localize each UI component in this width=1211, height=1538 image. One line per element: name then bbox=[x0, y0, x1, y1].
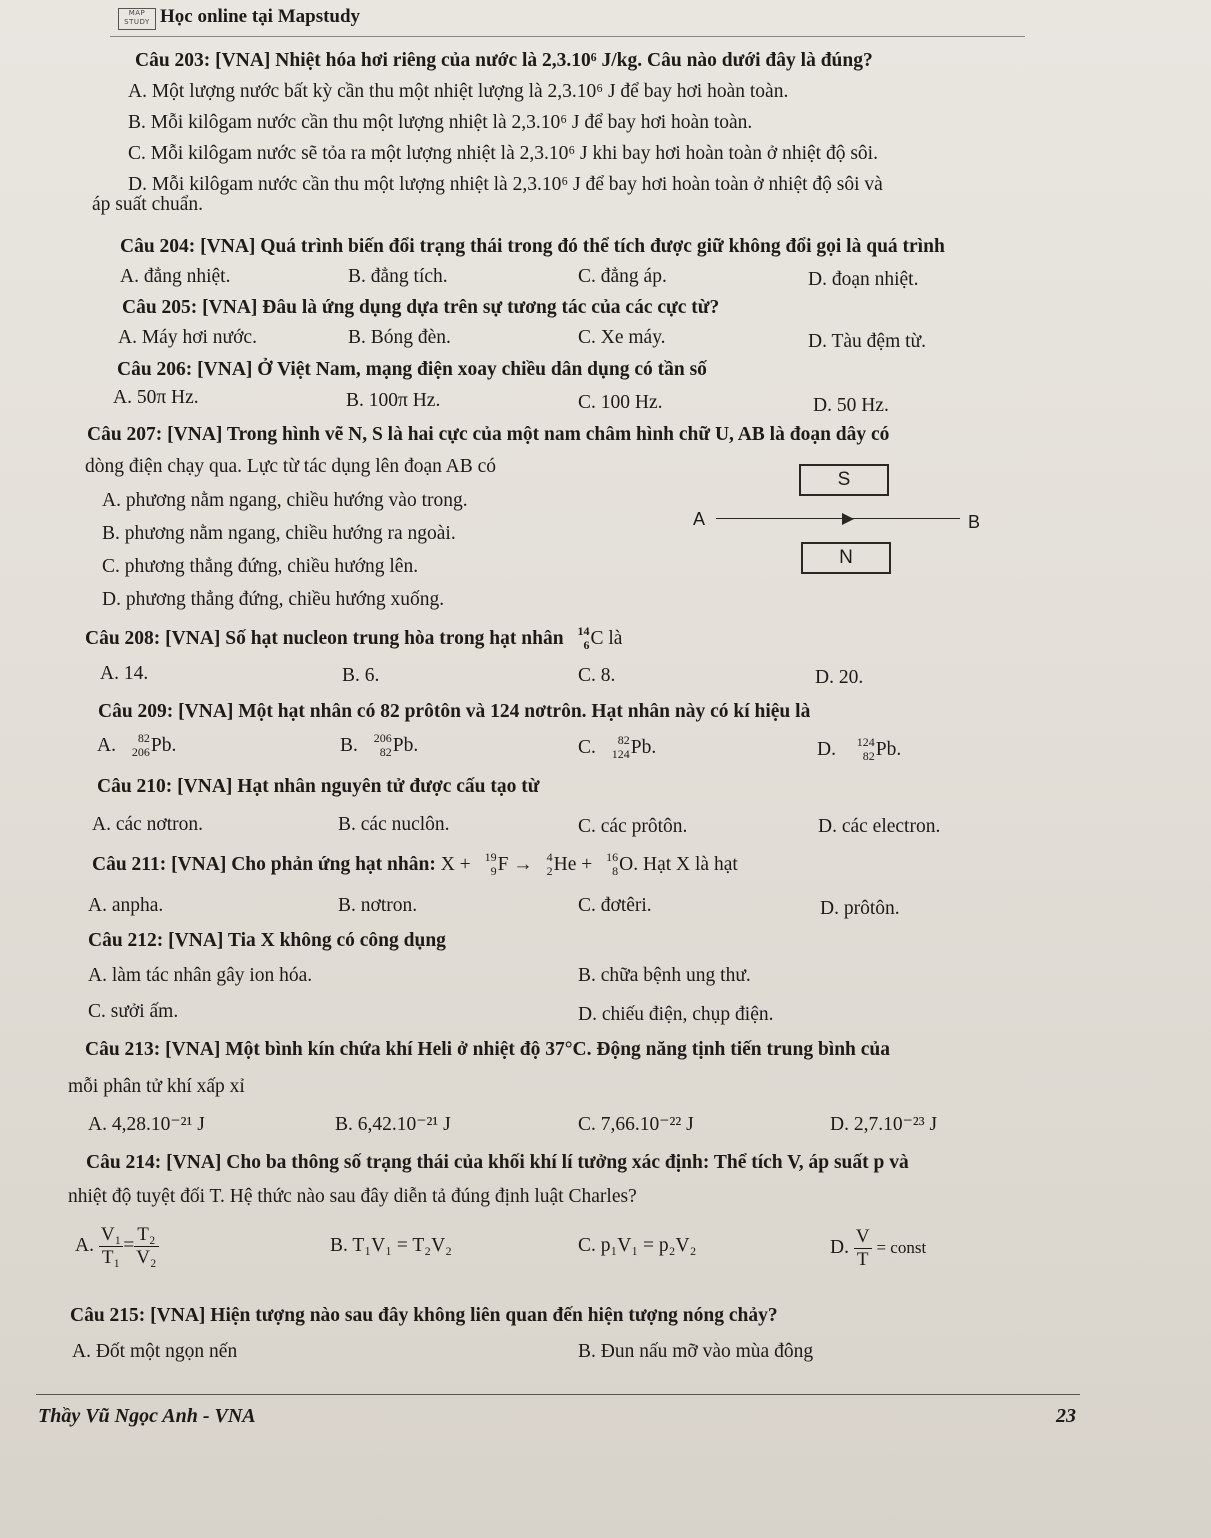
q210-stem: Câu 210: [VNA] Hạt nhân nguyên tử được cấu tạo từ bbox=[97, 776, 540, 797]
q213-stem-cont: mỗi phân tử khí xấp xỉ bbox=[68, 1076, 245, 1097]
q209-stem: Câu 209: [VNA] Một hạt nhân có 82 prôtôn và 124 nơtrôn. Hạt nhân này có kí hiệu là bbox=[98, 701, 811, 722]
q209-option-b: B. 206 82 Pb. bbox=[340, 730, 419, 759]
q205-stem: Câu 205: [VNA] Đâu là ứng dụng dựa trên sự tương tác của các cực từ? bbox=[122, 297, 720, 318]
q205-option-a: A. Máy hơi nước. bbox=[118, 327, 257, 348]
q214-option-d: D. $\frac{V}{T}$ = const bbox=[830, 1226, 927, 1271]
q208-stem: Câu 208: [VNA] Số hạt nucleon trung hòa trong hạt nhân 14 6 C là bbox=[85, 623, 623, 652]
q210-option-a: A. các nơtron. bbox=[92, 814, 204, 835]
q209-option-a: A. 82 206 Pb. bbox=[97, 730, 177, 759]
q212-option-b: B. chữa bệnh ung thư. bbox=[578, 965, 751, 986]
q215-option-a: A. Đốt một ngọn nến bbox=[72, 1341, 238, 1362]
q214-option-b: B. T₁V₁ = T₂V₂ bbox=[330, 1235, 452, 1256]
q211-option-b: B. nơtron. bbox=[338, 895, 418, 916]
current-arrow-icon bbox=[842, 513, 854, 525]
q203-option-d: D. Mỗi kilôgam nước cần thu một lượng nhiệt là 2,3.10⁶ J để bay hơi hoàn toàn ở nhiệt độ sôi và bbox=[128, 174, 883, 195]
q208-option-b: B. 6. bbox=[342, 665, 380, 686]
q206-option-b: B. 100π Hz. bbox=[346, 390, 441, 411]
q203-option-b: B. Mỗi kilôgam nước cần thu một lượng nhiệt là 2,3.10⁶ J để bay hơi hoàn toàn. bbox=[128, 112, 753, 133]
q213-option-c: C. 7,66.10⁻²² J bbox=[578, 1114, 694, 1135]
q211-stem: Câu 211: [VNA] Cho phản ứng hạt nhân: X + 19 9 F → 4 2 He + 16 8 O. Hạt X là hạt bbox=[92, 849, 738, 878]
q206-stem: Câu 206: [VNA] Ở Việt Nam, mạng điện xoay chiều dân dụng có tần số bbox=[117, 359, 707, 380]
q204-option-d: D. đoạn nhiệt. bbox=[808, 269, 919, 290]
q208-option-d: D. 20. bbox=[815, 667, 864, 688]
q211-option-c: C. đơtêri. bbox=[578, 895, 652, 916]
q207-option-a: A. phương nằm ngang, chiều hướng vào trong. bbox=[102, 490, 468, 511]
q214-option-a: A. $\frac{\text{V₁}}{\text{T₁}}$ = $\frac{\text{T₂}}{\text{V₂}}$ bbox=[75, 1224, 157, 1269]
footer-divider bbox=[36, 1394, 1080, 1395]
q214-option-c: C. p₁V₁ = p₂V₂ bbox=[578, 1235, 697, 1256]
q207-option-d: D. phương thẳng đứng, chiều hướng xuống. bbox=[102, 589, 445, 610]
q208-option-c: C. 8. bbox=[578, 665, 616, 686]
wire-end-a: A bbox=[693, 509, 706, 529]
q211-option-a: A. anpha. bbox=[88, 895, 164, 916]
q203-option-d-cont: áp suất chuẩn. bbox=[92, 194, 204, 215]
q215-option-b: B. Đun nấu mỡ vào mùa đông bbox=[578, 1341, 814, 1362]
q212-option-d: D. chiếu điện, chụp điện. bbox=[578, 1004, 774, 1025]
q212-stem: Câu 212: [VNA] Tia X không có công dụng bbox=[88, 930, 446, 951]
q205-option-b: B. Bóng đèn. bbox=[348, 327, 451, 348]
mapstudy-logo: MAP STUDY bbox=[118, 8, 156, 30]
page-header bbox=[110, 6, 1025, 37]
q205-option-d: D. Tàu đệm từ. bbox=[808, 331, 926, 352]
q210-option-d: D. các electron. bbox=[818, 816, 941, 837]
q212-option-c: C. sưởi ấm. bbox=[88, 1001, 179, 1022]
current-wire bbox=[716, 518, 960, 519]
q215-stem: Câu 215: [VNA] Hiện tượng nào sau đây không liên quan đến hiện tượng nóng chảy? bbox=[70, 1305, 778, 1326]
q208-option-a: A. 14. bbox=[100, 663, 149, 684]
magnet-pole-n: N bbox=[801, 542, 891, 574]
q203-option-c: C. Mỗi kilôgam nước sẽ tỏa ra một lượng nhiệt là 2,3.10⁶ J khi bay hơi hoàn toàn ở nhiệt độ sôi. bbox=[128, 143, 878, 164]
q207-option-b: B. phương nằm ngang, chiều hướng ra ngoài. bbox=[102, 523, 456, 544]
q207-option-c: C. phương thẳng đứng, chiều hướng lên. bbox=[102, 556, 419, 577]
header-title: Học online tại Mapstudy bbox=[160, 6, 361, 27]
q206-option-d: D. 50 Hz. bbox=[813, 395, 889, 416]
q212-option-a: A. làm tác nhân gây ion hóa. bbox=[88, 965, 313, 986]
q213-stem: Câu 213: [VNA] Một bình kín chứa khí Heli ở nhiệt độ 37°C. Động năng tịnh tiến trung bình của bbox=[85, 1039, 891, 1060]
q211-option-d: D. prôtôn. bbox=[820, 898, 900, 919]
q206-option-c: C. 100 Hz. bbox=[578, 392, 663, 413]
q207-stem: Câu 207: [VNA] Trong hình vẽ N, S là hai cực của một nam châm hình chữ U, AB là đoạn dây có bbox=[87, 424, 890, 445]
q203-stem: Câu 203: [VNA] Nhiệt hóa hơi riêng của nước là 2,3.10⁶ J/kg. Câu nào dưới đây là đúng? bbox=[135, 50, 873, 71]
q213-option-a: A. 4,28.10⁻²¹ J bbox=[88, 1114, 205, 1135]
q210-option-c: C. các prôtôn. bbox=[578, 816, 688, 837]
q207-stem-cont: dòng điện chạy qua. Lực từ tác dụng lên đoạn AB có bbox=[85, 456, 497, 477]
nuclide-c14: 14 6 bbox=[577, 623, 590, 652]
wire-end-b: B bbox=[968, 512, 981, 532]
q209-option-d: D. 124 82 Pb. bbox=[817, 734, 902, 763]
q210-option-b: B. các nuclôn. bbox=[338, 814, 450, 835]
q214-stem: Câu 214: [VNA] Cho ba thông số trạng thái của khối khí lí tưởng xác định: Thể tích V, áp suất p và bbox=[86, 1152, 909, 1173]
q205-option-c: C. Xe máy. bbox=[578, 327, 666, 348]
q206-option-a: A. 50π Hz. bbox=[113, 387, 199, 408]
q209-option-c: C. 82 124 Pb. bbox=[578, 732, 657, 761]
magnet-pole-s: S bbox=[799, 464, 889, 496]
q204-option-b: B. đẳng tích. bbox=[348, 266, 448, 287]
page-number: 23 bbox=[1056, 1405, 1076, 1427]
q214-stem-cont: nhiệt độ tuyệt đối T. Hệ thức nào sau đây diễn tả đúng định luật Charles? bbox=[68, 1186, 637, 1207]
footer-author: Thầy Vũ Ngọc Anh - VNA bbox=[38, 1405, 256, 1427]
q204-stem: Câu 204: [VNA] Quá trình biến đổi trạng thái trong đó thể tích được giữ không đổi gọi là quá trình bbox=[120, 236, 945, 257]
q204-option-c: C. đẳng áp. bbox=[578, 266, 667, 287]
q203-option-a: A. Một lượng nước bất kỳ cần thu một nhiệt lượng là 2,3.10⁶ J để bay hơi hoàn toàn. bbox=[128, 81, 789, 102]
q213-option-d: D. 2,7.10⁻²³ J bbox=[830, 1114, 938, 1135]
q213-option-b: B. 6,42.10⁻²¹ J bbox=[335, 1114, 451, 1135]
q204-option-a: A. đẳng nhiệt. bbox=[120, 266, 231, 287]
